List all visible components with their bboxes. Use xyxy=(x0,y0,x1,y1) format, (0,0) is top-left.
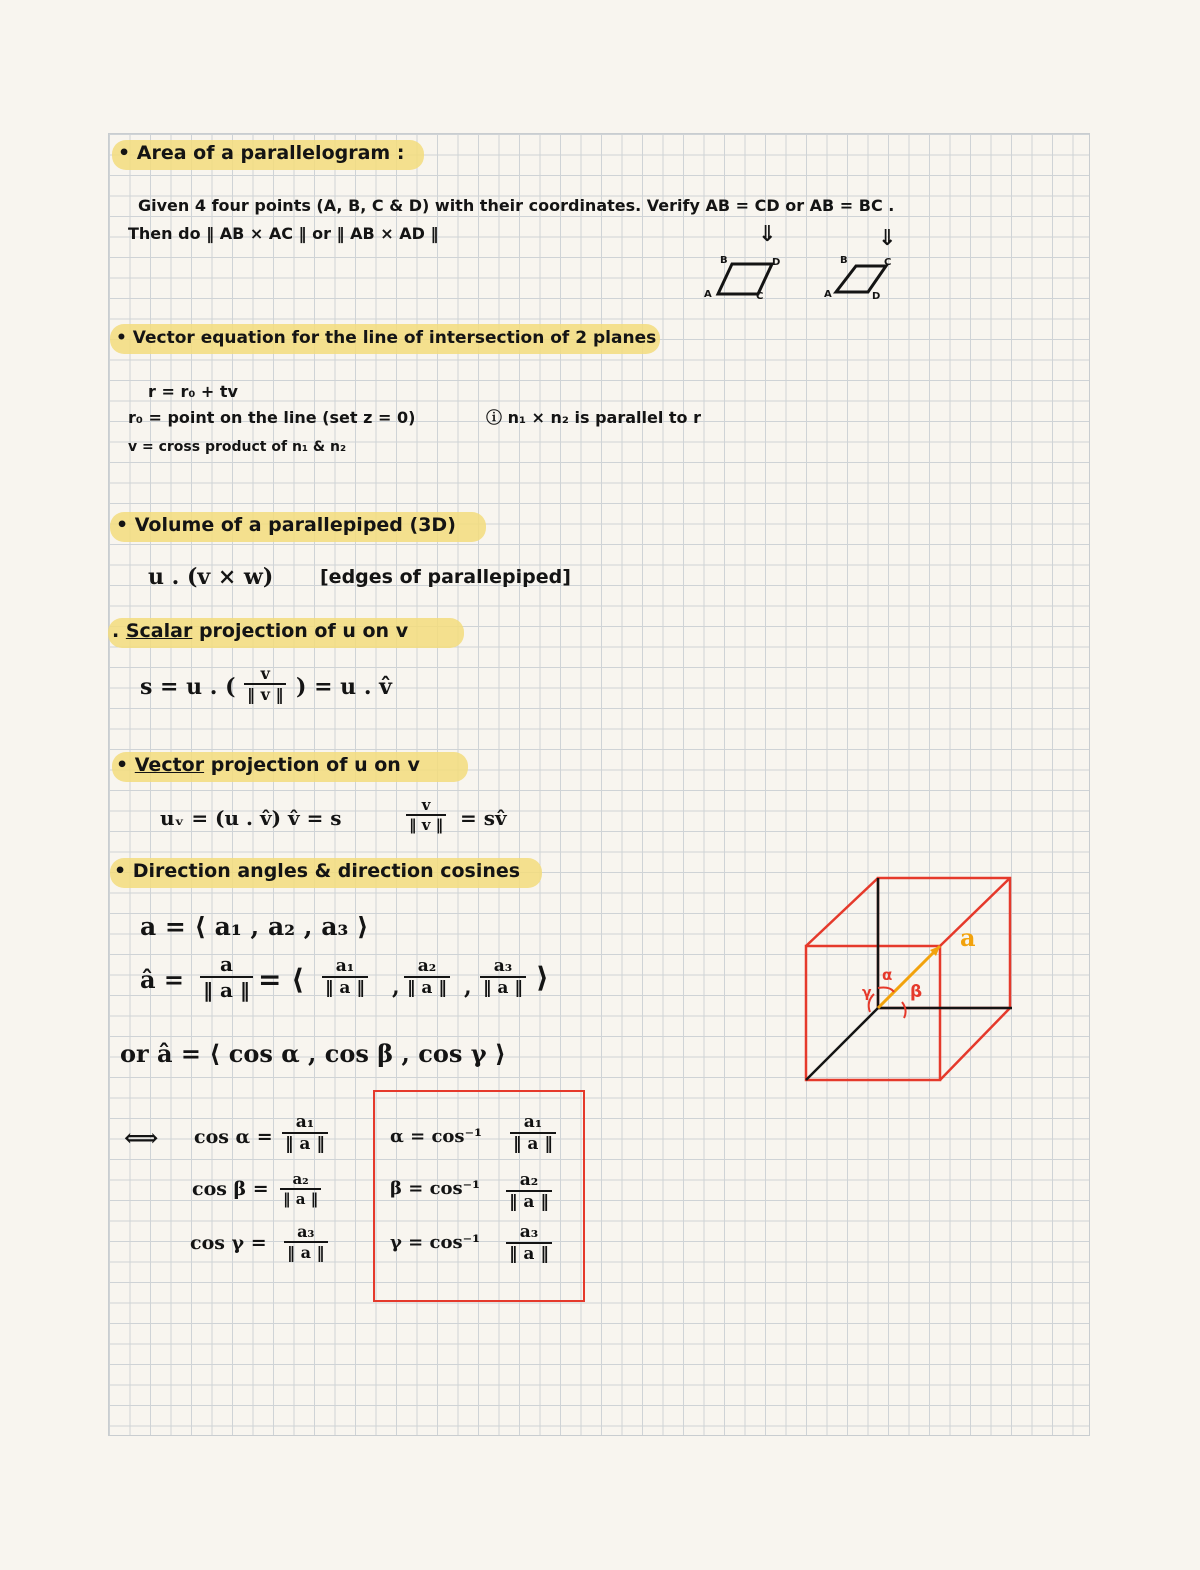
ahat-den: ‖ a ‖ xyxy=(200,976,253,1002)
fig1-label-a: A xyxy=(704,289,712,300)
scalar-num: v xyxy=(260,664,270,683)
fig2-label-d: D xyxy=(872,291,881,302)
scalar-rhs: ) = u . v̂ xyxy=(296,674,392,700)
vector-proj-lhs: uᵥ = (u . v̂) v̂ = s xyxy=(160,806,342,830)
cos-row-2-fraction xyxy=(280,1170,321,1208)
fig1-label-c: C xyxy=(756,291,764,302)
ahat-eq: = ⟨ xyxy=(258,963,305,996)
fig1-label-b: B xyxy=(720,255,728,266)
inv-row-2-num: a₂ xyxy=(519,1170,539,1190)
header-direction: • Direction angles & direction cosines xyxy=(114,860,521,882)
line-note: ⓘ n₁ × n₂ is parallel to r xyxy=(486,408,701,427)
c2-fraction xyxy=(404,956,450,998)
scalar-lhs: s = u . ( xyxy=(140,674,236,700)
c1-num: a₁ xyxy=(335,956,355,976)
direction-cube-diagram xyxy=(790,862,1030,1092)
or-line: or â = ⟨ cos α , cos β , cos γ ⟩ xyxy=(120,1039,506,1068)
c1-den: ‖ a ‖ xyxy=(322,976,368,998)
scalar-fraction xyxy=(244,664,286,704)
fig2-label-b: B xyxy=(840,255,848,266)
cos-row-1-fraction xyxy=(282,1112,328,1154)
area-line1: Given 4 four points (A, B, C & D) with their coordinates. Verify AB = CD or AB = BC . xyxy=(138,196,895,215)
parallelogram-figure-2 xyxy=(822,252,912,302)
down-arrow-2: ⇓ xyxy=(878,226,897,251)
vector-proj-fraction xyxy=(406,796,446,834)
header-scalar-underlined: Scalar xyxy=(125,620,193,642)
line-v-def: v = cross product of n₁ & n₂ xyxy=(128,439,347,455)
cos-row-3-num: a₃ xyxy=(297,1222,315,1241)
cos-row-3-lhs: cos γ = xyxy=(190,1232,267,1254)
ahat-lhs: â = xyxy=(140,965,185,994)
header-scalar-rest: projection of u on v xyxy=(192,620,409,642)
cos-row-3-den: ‖ a ‖ xyxy=(284,1241,328,1262)
cos-row-2-lhs: cos β = xyxy=(192,1178,269,1200)
header-vector-prefix: • xyxy=(116,754,135,776)
inv-row-3-lhs: γ = cos⁻¹ xyxy=(390,1232,480,1253)
inv-row-3-num: a₃ xyxy=(519,1222,539,1242)
header-vector-underlined: Vector xyxy=(134,754,205,776)
header-area: • Area of a parallelogram : xyxy=(118,142,405,164)
volume-eq: u . (v × w) xyxy=(148,564,274,590)
cos-row-1-den: ‖ a ‖ xyxy=(282,1132,328,1154)
fig1-label-d: D xyxy=(772,257,781,268)
cos-row-3-fraction xyxy=(284,1222,328,1262)
cos-row-2-num: a₂ xyxy=(292,1170,309,1188)
cos-row-1-lhs: cos α = xyxy=(194,1126,273,1148)
volume-note: [edges of parallepiped] xyxy=(320,566,571,588)
inv-row-1-lhs: α = cos⁻¹ xyxy=(390,1126,482,1147)
inv-row-1-num: a₁ xyxy=(523,1112,543,1132)
comma-2: , xyxy=(464,974,472,1000)
header-scalar-prefix: . xyxy=(112,620,126,642)
vector-proj-rhs: = sv̂ xyxy=(460,806,507,830)
inv-row-3-fraction xyxy=(506,1222,552,1264)
c3-den: ‖ a ‖ xyxy=(480,976,526,998)
c3-fraction xyxy=(480,956,526,998)
area-line2: Then do ‖ AB × AC ‖ or ‖ AB × AD ‖ xyxy=(128,224,439,243)
c3-num: a₃ xyxy=(493,956,513,976)
ahat-fraction xyxy=(200,952,253,1002)
inv-row-1-fraction xyxy=(510,1112,556,1154)
inv-row-2-den: ‖ a ‖ xyxy=(506,1190,552,1212)
header-line: • Vector equation for the line of intersection of 2 planes xyxy=(116,328,657,348)
scalar-den: ‖ v ‖ xyxy=(244,683,286,704)
inv-row-2-lhs: β = cos⁻¹ xyxy=(390,1178,481,1199)
line-r0-def: r₀ = point on the line (set z = 0) xyxy=(128,408,416,427)
inv-row-3-den: ‖ a ‖ xyxy=(506,1242,552,1264)
cube-vector-label: a xyxy=(960,923,976,952)
header-scalar xyxy=(112,622,408,641)
header-vector-proj xyxy=(116,756,420,775)
fig2-label-a: A xyxy=(824,289,832,300)
vector-proj-den: ‖ v ‖ xyxy=(406,814,446,834)
iff-symbol: ⟺ xyxy=(124,1123,159,1152)
fig2-label-c: C xyxy=(884,257,892,268)
angle-label-alpha: α xyxy=(882,966,893,984)
vector-proj-num: v xyxy=(421,796,431,814)
comma-1: , xyxy=(392,974,400,1000)
ahat-close: ⟩ xyxy=(536,961,549,994)
down-arrow-1: ⇓ xyxy=(758,222,777,247)
c2-num: a₂ xyxy=(417,956,437,976)
c2-den: ‖ a ‖ xyxy=(404,976,450,998)
c1-fraction xyxy=(322,956,368,998)
cos-row-1-num: a₁ xyxy=(295,1112,315,1132)
line-eq: r = r₀ + tv xyxy=(148,382,238,401)
inv-row-2-fraction xyxy=(506,1170,552,1212)
a-definition: a = ⟨ a₁ , a₂ , a₃ ⟩ xyxy=(140,912,369,941)
header-volume: • Volume of a parallepiped (3D) xyxy=(116,514,456,536)
angle-label-gamma: γ xyxy=(862,985,872,1001)
ahat-num: a xyxy=(219,952,233,976)
header-vector-rest: projection of u on v xyxy=(204,754,420,776)
angle-label-beta: β xyxy=(910,982,923,1002)
cos-row-2-den: ‖ a ‖ xyxy=(280,1188,321,1208)
inv-row-1-den: ‖ a ‖ xyxy=(510,1132,556,1154)
